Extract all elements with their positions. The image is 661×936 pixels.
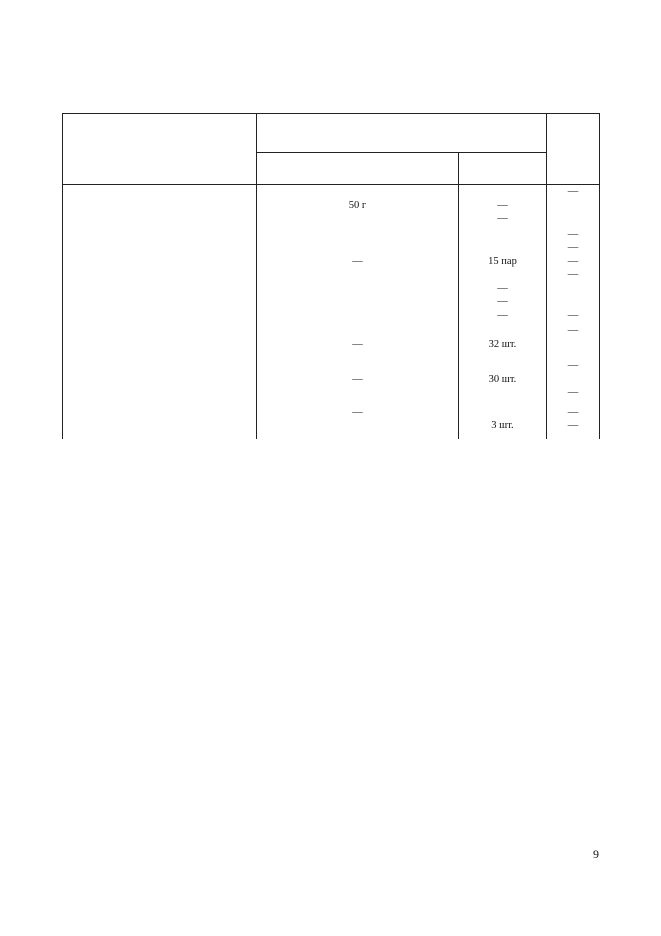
cell-name [63, 309, 257, 323]
cell-material [257, 309, 459, 323]
table-row [63, 185, 600, 199]
cell-name [63, 419, 257, 439]
table-row [63, 359, 600, 373]
cell-material [257, 228, 459, 242]
cell-notes [547, 338, 600, 352]
cell-material [257, 359, 459, 373]
column-header-product [459, 153, 547, 185]
cell-notes: — [547, 419, 600, 439]
cell-product [459, 228, 547, 242]
cell-notes: — [547, 241, 600, 255]
cell-material [257, 282, 459, 296]
cell-product: — [459, 295, 547, 309]
page-number: 9 [593, 847, 599, 861]
cell-product [459, 386, 547, 400]
table-row [63, 338, 600, 352]
cell-notes [547, 282, 600, 296]
cell-name [63, 212, 257, 226]
cell-product [459, 241, 547, 255]
table-row [63, 386, 600, 400]
table-row [63, 282, 600, 296]
cell-notes [547, 295, 600, 309]
cell-product: 3 шт. [459, 419, 547, 439]
cell-product: — [459, 199, 547, 213]
cell-name [63, 228, 257, 242]
table-row [63, 419, 600, 439]
cell-name [63, 324, 257, 338]
table-row [63, 406, 600, 420]
cell-notes: — [547, 324, 600, 338]
cell-product [459, 268, 547, 282]
cell-material: — [257, 338, 459, 352]
cell-name [63, 241, 257, 255]
cell-material [257, 241, 459, 255]
cell-name [63, 406, 257, 420]
cell-notes: — [547, 268, 600, 282]
cell-notes: — [547, 309, 600, 323]
cell-name [63, 373, 257, 387]
cell-product [459, 406, 547, 420]
cell-material [257, 419, 459, 439]
cell-material: 50 г [257, 199, 459, 213]
cell-name [63, 359, 257, 373]
cell-product: 15 пар [459, 255, 547, 269]
cell-notes: — [547, 406, 600, 420]
cell-notes: — [547, 185, 600, 199]
cell-product [459, 324, 547, 338]
cell-name [63, 255, 257, 269]
cell-product [459, 359, 547, 373]
cell-name [63, 295, 257, 309]
cell-product: 32 шт. [459, 338, 547, 352]
cell-material [257, 185, 459, 199]
cell-product: — [459, 282, 547, 296]
cell-notes: — [547, 228, 600, 242]
cell-notes: — [547, 359, 600, 373]
cell-product: — [459, 212, 547, 226]
cell-notes [547, 373, 600, 387]
table-row [63, 255, 600, 269]
column-header-material [257, 153, 459, 185]
table-row [63, 268, 600, 282]
cell-notes [547, 212, 600, 226]
cell-name [63, 199, 257, 213]
table-row [63, 324, 600, 338]
cell-name [63, 185, 257, 199]
column-header-notes [547, 114, 600, 185]
cell-notes: — [547, 255, 600, 269]
cell-product: — [459, 309, 547, 323]
cell-notes: — [547, 386, 600, 400]
cell-name [63, 268, 257, 282]
cell-material [257, 268, 459, 282]
cell-product [459, 185, 547, 199]
cell-material [257, 212, 459, 226]
table-row [63, 373, 600, 387]
cell-name [63, 386, 257, 400]
cell-material [257, 295, 459, 309]
table-row [63, 228, 600, 242]
cell-name [63, 338, 257, 352]
cell-material: — [257, 255, 459, 269]
table-row [63, 199, 600, 213]
cell-product: 30 шт. [459, 373, 547, 387]
column-header-name [63, 114, 257, 185]
cell-material: — [257, 373, 459, 387]
column-header-quantity-group [257, 114, 547, 153]
cell-name [63, 282, 257, 296]
table-row [63, 309, 600, 323]
cell-material: — [257, 406, 459, 420]
specimen-table [62, 113, 600, 439]
table-row [63, 241, 600, 255]
cell-notes [547, 199, 600, 213]
table-row [63, 295, 600, 309]
cell-material [257, 324, 459, 338]
table-row [63, 212, 600, 226]
cell-material [257, 386, 459, 400]
